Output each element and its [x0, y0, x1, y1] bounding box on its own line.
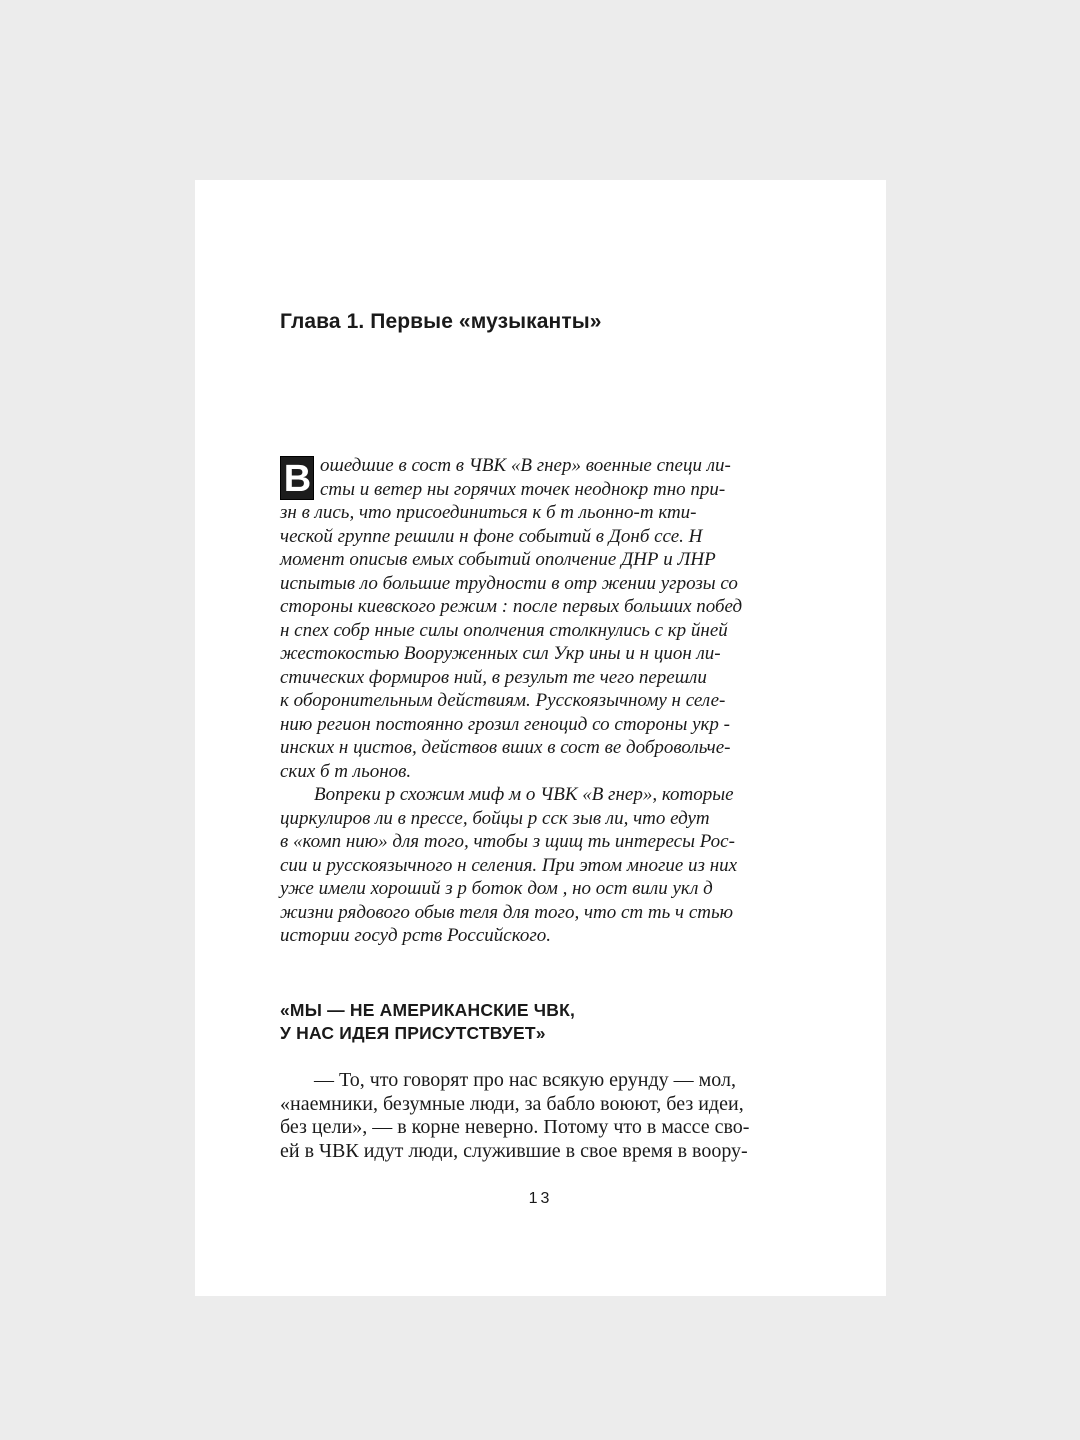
book-page	[195, 180, 886, 1296]
chapter-title: Глава 1. Первые «музыканты»	[280, 310, 602, 333]
dropcap-letter: В	[280, 456, 314, 500]
text-line: в «комп нию» для того, чтобы з щищ ть интересы Рос-	[280, 831, 735, 852]
text-line: момент описыв емых событий ополчение ДНР и ЛНР	[280, 549, 716, 570]
text-line: стороны киевского режим : после первых больших побед	[280, 596, 743, 617]
text-line: стических формиров ний, в результ те чего перешли	[280, 666, 707, 688]
dialog-text	[280, 1069, 772, 1163]
text-line: сты и ветер ны горячих точек неоднокр тно при-	[320, 478, 726, 500]
text-line: зн в лись, что присоединиться к б т льонно-т кти-	[280, 502, 697, 523]
second-paragraph	[280, 783, 772, 948]
dialog-paragraph	[280, 1069, 772, 1163]
text-line: нию регион постоянно грозил геноцид со стороны укр -	[280, 713, 730, 735]
text-line: циркулиров ли в прессе, бойцы р сск зыв ли, что едут	[280, 807, 710, 829]
section-heading-line: У НАС ИДЕЯ ПРИСУТСТВУЕТ»	[280, 1023, 546, 1043]
text-line: инских н цистов, действов вших в сост ве добровольче-	[280, 737, 731, 758]
text-line: Вопреки р схожим миф м о ЧВК «В гнер», которые	[314, 784, 734, 805]
page-number: 13	[528, 1190, 553, 1207]
text-line: без цели», — в корне неверно. Потому что в массе сво-	[280, 1116, 750, 1138]
body-text	[280, 454, 772, 948]
text-line: «наемники, безумные люди, за бабло воюют, без идеи,	[280, 1092, 744, 1115]
text-line: н спех собр нные силы ополчения столкнулись с кр йней	[280, 619, 728, 641]
text-line: ошедшие в сост в ЧВК «В гнер» военные специ ли-	[320, 455, 731, 476]
text-line: жестокостью Вооруженных сил Укр ины и н цион ли-	[280, 643, 721, 664]
text-line: ей в ЧВК идут люди, служившие в свое время в воору-	[280, 1139, 748, 1162]
text-line: — То, что говорят про нас всякую ерунду — мол,	[314, 1069, 737, 1091]
section-heading-line: «МЫ — НЕ АМЕРИКАНСКИЕ ЧВК,	[280, 1000, 576, 1020]
text-line: к оборонительным действиям. Русскоязычному н селе-	[280, 690, 726, 711]
section-heading	[280, 999, 575, 1045]
text-line: ских б т льонов.	[280, 760, 412, 782]
text-line: испытыв ло большие трудности в отр жении угрозы со	[280, 572, 738, 594]
text-line: ческой группе решили н фоне событий в Донб ссе. Н	[280, 525, 703, 547]
text-line: сии и русскоязычного н селения. При этом многие из них	[280, 854, 738, 876]
text-line: истории госуд рств Российского.	[280, 925, 552, 946]
text-line: уже имели хороший з р боток дом , но ост вили укл д	[280, 878, 713, 899]
text-line: жизни рядового обыв теля для того, что ст ть ч стью	[280, 901, 734, 923]
intro-paragraph	[280, 454, 772, 783]
